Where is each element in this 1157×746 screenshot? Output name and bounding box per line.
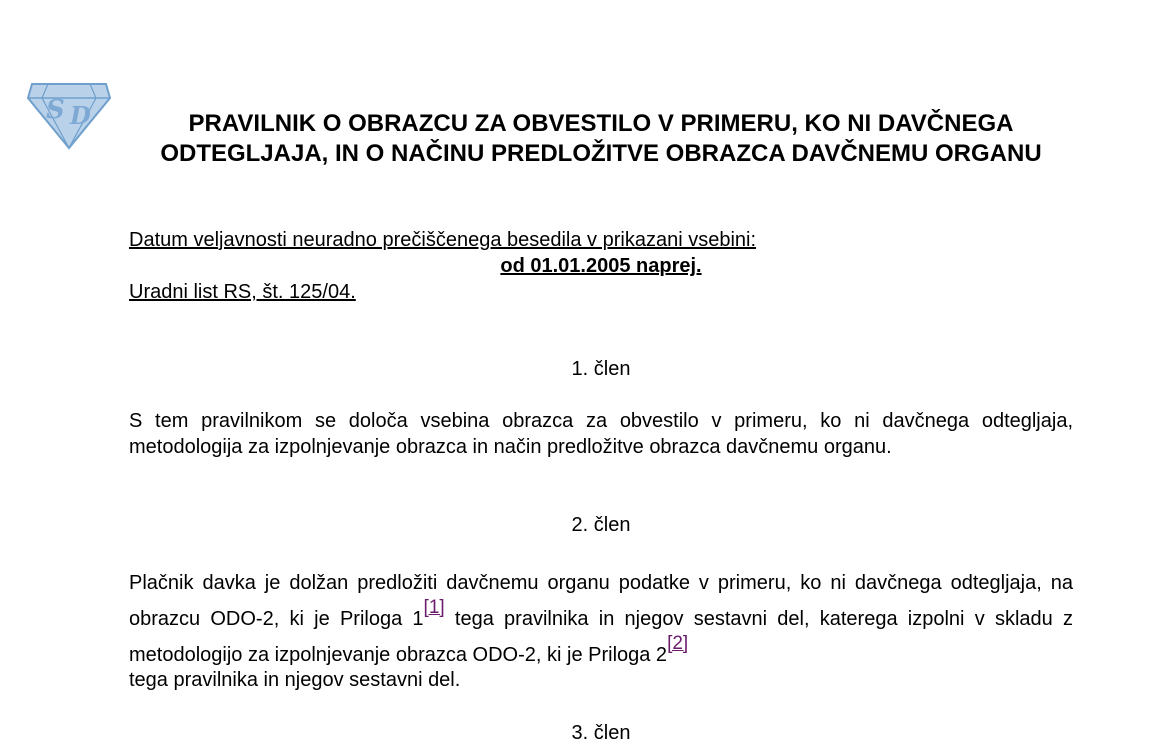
article-2-text-part2: tega pravilnika in njegov sestavni del, katerega izpolni v skladu z metodologijo za izpolnjevanje obrazca ODO-2, ki je Priloga 2: [129, 608, 1073, 666]
article-3-heading: 3. člen: [571, 722, 631, 744]
document-title: PRAVILNIK O OBRAZCU ZA OBVESTILO V PRIMERU, KO NI DAVČNEGA ODTEGLJAJA, IN O NAČINU PREDLOŽITVE OBRAZCA DAVČNEMU ORGANU: [160, 110, 1042, 167]
validity-date: od 01.01.2005 naprej.: [500, 255, 702, 277]
svg-text:S: S: [46, 95, 65, 125]
footnote-link-2[interactable]: [2]: [667, 633, 689, 654]
article-2-text: [129, 565, 1073, 693]
article-1-heading: 1. člen: [571, 358, 631, 380]
svg-text:D: D: [70, 101, 91, 130]
validity-label: Datum veljavnosti neuradno prečiščenega besedila v prikazani vsebini:: [129, 229, 757, 251]
gazette-reference: Uradni list RS, št. 125/04.: [129, 281, 356, 303]
logo-icon: [26, 78, 112, 150]
article-2-heading: 2. člen: [571, 514, 631, 536]
article-2-text-part3: tega pravilnika in njegov sestavni del.: [129, 669, 461, 691]
article-1-text: S tem pravilnikom se določa vsebina obrazca za obvestilo v primeru, ko ni davčnega odtegljaja, metodologija za izpolnjevanje obrazca in način predložitve obrazca davčnemu organu.: [129, 410, 1073, 458]
footnote-link-1[interactable]: [1]: [423, 597, 445, 618]
article-2-text-part1: Plačnik davka je dolžan predložiti davčnemu organu podatke v primeru, ko ni davčnega odtegljaja, na obrazcu ODO-2, ki je Priloga 1: [129, 572, 1073, 630]
